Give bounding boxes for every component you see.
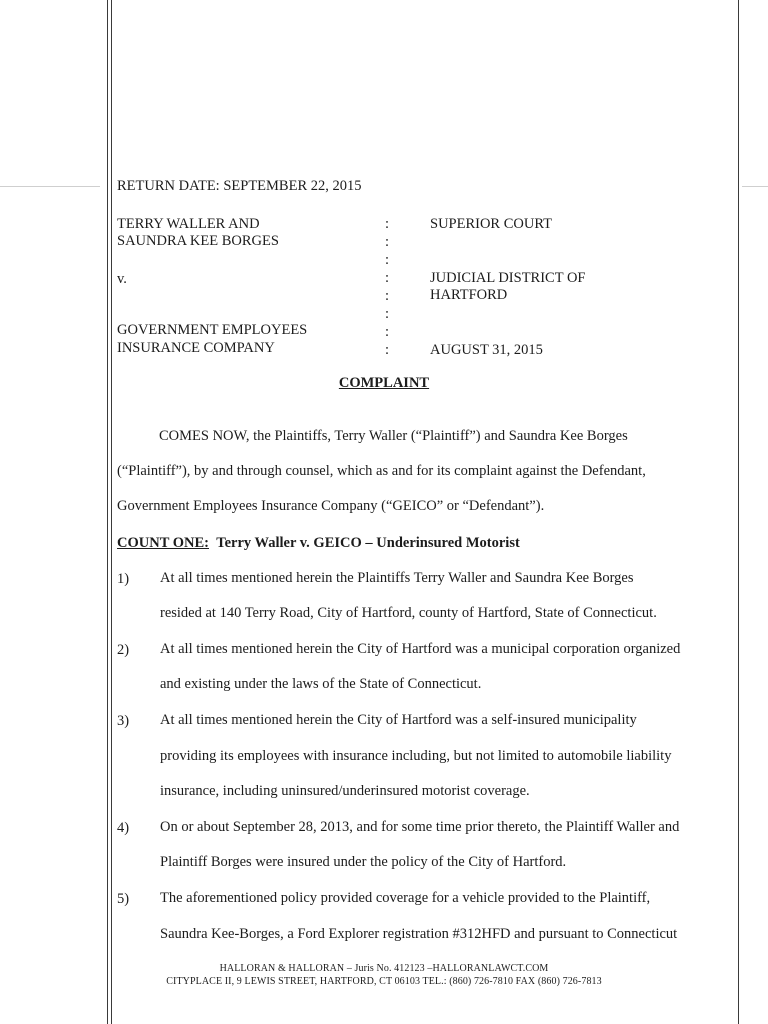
paragraph-line: Saundra Kee-Borges, a Ford Explorer registration #312HFD and pursuant to Connecticut <box>160 926 678 942</box>
intro-line: Government Employees Insurance Company (“GEICO” or “Defendant”). <box>117 498 545 514</box>
judicial-district-line1: JUDICIAL DISTRICT OF <box>430 270 586 286</box>
left-margin-rule-outer <box>107 0 108 1024</box>
intro-line: COMES NOW, the Plaintiffs, Terry Waller (“Plaintiff”) and Saundra Kee Borges <box>159 428 628 444</box>
paragraph-line: and existing under the laws of the State of Connecticut. <box>160 676 482 692</box>
filing-date: AUGUST 31, 2015 <box>430 342 543 358</box>
caption-colon: : <box>385 252 390 268</box>
paragraph-line: At all times mentioned herein the City of Hartford was a municipal corporation organized <box>160 641 681 657</box>
return-date: RETURN DATE: SEPTEMBER 22, 2015 <box>117 178 362 194</box>
scan-artifact-line <box>0 186 100 187</box>
paragraph-line: On or about September 28, 2013, and for some time prior thereto, the Plaintiff Waller and <box>160 819 680 835</box>
plaintiff-name-line1: TERRY WALLER AND <box>117 216 260 232</box>
paragraph-line: The aforementioned policy provided coverage for a vehicle provided to the Plaintiff, <box>160 890 651 906</box>
paragraph-line: resided at 140 Terry Road, City of Hartford, county of Hartford, State of Connecticut. <box>160 605 657 621</box>
paragraph-number: 4) <box>117 820 130 836</box>
paragraph-number: 5) <box>117 891 130 907</box>
caption-colon: : <box>385 270 390 286</box>
intro-line: (“Plaintiff”), by and through counsel, which as and for its complaint against the Defendant, <box>117 463 646 479</box>
footer-firm-line: HALLORAN & HALLORAN – Juris No. 412123 –HALLORANLAWCT.COM <box>219 963 549 974</box>
paragraph-line: insurance, including uninsured/underinsured motorist coverage. <box>160 783 530 799</box>
versus: v. <box>117 271 127 287</box>
defendant-name-line1: GOVERNMENT EMPLOYEES <box>117 322 308 338</box>
paragraph-number: 1) <box>117 571 130 587</box>
caption-colon: : <box>385 324 390 340</box>
caption-colon: : <box>385 234 390 250</box>
paragraph-line: providing its employees with insurance including, but not limited to automobile liability <box>160 748 672 764</box>
caption-colon: : <box>385 216 390 232</box>
caption-colon: : <box>385 288 390 304</box>
count-heading <box>117 535 520 552</box>
paragraph-number: 3) <box>117 713 130 729</box>
footer-address-line: CITYPLACE II, 9 LEWIS STREET, HARTFORD, CT 06103 TEL.: (860) 726-7810 FAX (860) 726-7813 <box>166 976 602 987</box>
plaintiff-name-line2: SAUNDRA KEE BORGES <box>117 233 279 249</box>
judicial-district-line2: HARTFORD <box>430 287 508 303</box>
paragraph-line: At all times mentioned herein the City of Hartford was a self-insured municipality <box>160 712 637 728</box>
count-title: Terry Waller v. GEICO – Underinsured Motorist <box>216 535 520 551</box>
court-name: SUPERIOR COURT <box>430 216 552 232</box>
paragraph-line: At all times mentioned herein the Plaintiffs Terry Waller and Saundra Kee Borges <box>160 570 634 586</box>
paragraph-number: 2) <box>117 642 130 658</box>
caption-colon: : <box>385 342 390 358</box>
count-label: COUNT ONE: <box>117 535 209 551</box>
defendant-name-line2: INSURANCE COMPANY <box>117 340 275 356</box>
left-margin-rule-inner <box>111 0 112 1024</box>
scan-artifact-line-right <box>742 186 768 187</box>
document-title: COMPLAINT <box>338 375 430 391</box>
right-margin-rule <box>738 0 739 1024</box>
caption-colon: : <box>385 306 390 322</box>
paragraph-line: Plaintiff Borges were insured under the policy of the City of Hartford. <box>160 854 567 870</box>
